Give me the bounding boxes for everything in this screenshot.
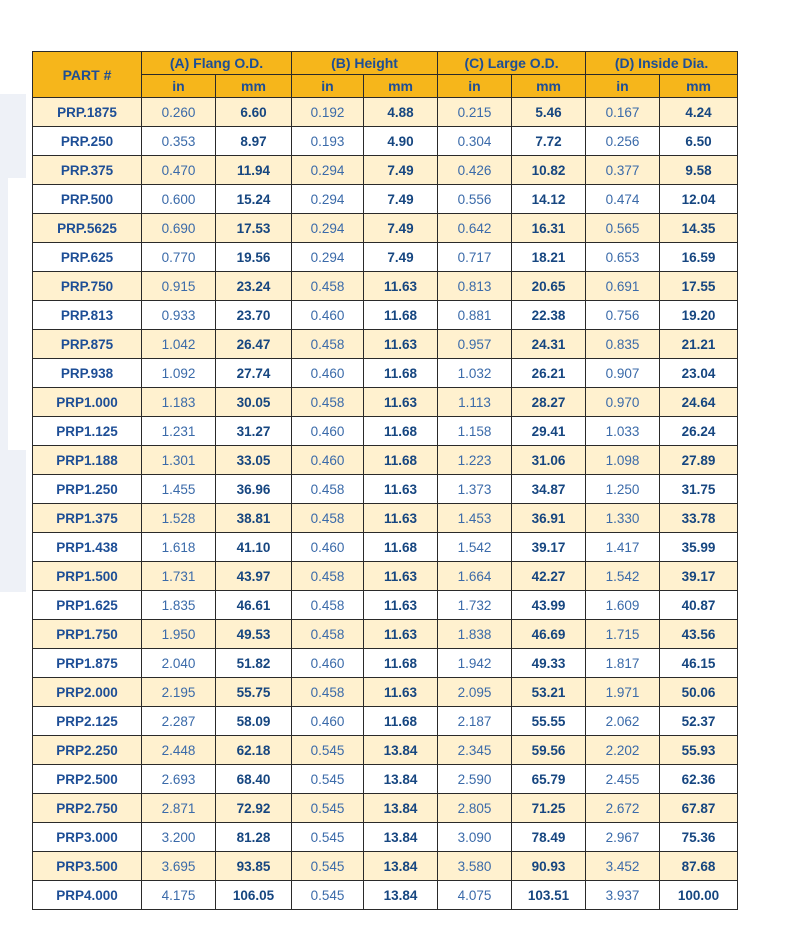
flange-od-in-cell: 4.175 (142, 881, 216, 910)
height-mm-cell: 11.68 (364, 359, 438, 388)
height-mm-cell: 11.63 (364, 620, 438, 649)
flange-od-in-cell: 0.260 (142, 98, 216, 127)
inside-dia-in-cell: 1.033 (586, 417, 660, 446)
large-od-mm-cell: 103.51 (512, 881, 586, 910)
inside-dia-mm-cell: 39.17 (660, 562, 738, 591)
inside-dia-mm-cell: 24.64 (660, 388, 738, 417)
flange-od-mm-cell: 23.24 (216, 272, 292, 301)
inside-dia-mm-cell: 21.21 (660, 330, 738, 359)
large-od-in-cell: 0.426 (438, 156, 512, 185)
flange-od-in-cell: 0.915 (142, 272, 216, 301)
inside-dia-in-cell: 0.565 (586, 214, 660, 243)
flange-od-in-cell: 2.871 (142, 794, 216, 823)
large-od-mm-cell: 90.93 (512, 852, 586, 881)
large-od-mm-cell: 49.33 (512, 649, 586, 678)
large-od-in-cell: 0.813 (438, 272, 512, 301)
large-od-in-cell: 4.075 (438, 881, 512, 910)
inside-dia-in-cell: 0.691 (586, 272, 660, 301)
table-row (33, 794, 738, 823)
inside-dia-in-cell: 0.653 (586, 243, 660, 272)
large-od-mm-cell: 5.46 (512, 98, 586, 127)
height-mm-cell: 7.49 (364, 214, 438, 243)
table-row (33, 417, 738, 446)
inside-dia-in-cell: 0.835 (586, 330, 660, 359)
inside-dia-in-cell: 1.715 (586, 620, 660, 649)
height-mm-cell: 4.90 (364, 127, 438, 156)
part-number-cell: PRP1.250 (33, 475, 142, 504)
height-mm-cell: 7.49 (364, 156, 438, 185)
height-mm-cell: 13.84 (364, 881, 438, 910)
table-row (33, 823, 738, 852)
flange-od-in-cell: 1.183 (142, 388, 216, 417)
large-od-mm-cell: 46.69 (512, 620, 586, 649)
flange-od-in-cell: 2.287 (142, 707, 216, 736)
large-od-in-cell: 1.223 (438, 446, 512, 475)
inside-dia-mm-cell: 50.06 (660, 678, 738, 707)
part-number-cell: PRP1.438 (33, 533, 142, 562)
part-number-cell: PRP2.250 (33, 736, 142, 765)
height-in-cell: 0.294 (292, 243, 364, 272)
table-row (33, 359, 738, 388)
unit-mm-header: mm (512, 75, 586, 98)
flange-od-in-cell: 1.231 (142, 417, 216, 446)
part-number-cell: PRP1.375 (33, 504, 142, 533)
height-in-cell: 0.460 (292, 707, 364, 736)
flange-od-in-cell: 2.040 (142, 649, 216, 678)
flange-od-in-cell: 2.693 (142, 765, 216, 794)
part-number-cell: PRP1.188 (33, 446, 142, 475)
height-mm-cell: 4.88 (364, 98, 438, 127)
flange-od-mm-cell: 58.09 (216, 707, 292, 736)
part-number-cell: PRP3.500 (33, 852, 142, 881)
inside-dia-header: (D) Inside Dia. (586, 52, 738, 75)
large-od-in-cell: 1.732 (438, 591, 512, 620)
flange-od-mm-cell: 55.75 (216, 678, 292, 707)
part-number-cell: PRP.5625 (33, 214, 142, 243)
height-mm-cell: 7.49 (364, 243, 438, 272)
inside-dia-in-cell: 0.970 (586, 388, 660, 417)
part-number-cell: PRP2.750 (33, 794, 142, 823)
inside-dia-in-cell: 1.542 (586, 562, 660, 591)
table-row (33, 533, 738, 562)
inside-dia-mm-cell: 87.68 (660, 852, 738, 881)
height-in-cell: 0.193 (292, 127, 364, 156)
table-row (33, 330, 738, 359)
part-number-cell: PRP2.125 (33, 707, 142, 736)
flange-od-in-cell: 1.835 (142, 591, 216, 620)
inside-dia-in-cell: 1.609 (586, 591, 660, 620)
large-od-mm-cell: 14.12 (512, 185, 586, 214)
inside-dia-mm-cell: 27.89 (660, 446, 738, 475)
table-row (33, 852, 738, 881)
flange-od-mm-cell: 68.40 (216, 765, 292, 794)
height-in-cell: 0.460 (292, 359, 364, 388)
table-row (33, 272, 738, 301)
large-od-mm-cell: 59.56 (512, 736, 586, 765)
inside-dia-mm-cell: 9.58 (660, 156, 738, 185)
height-in-cell: 0.545 (292, 794, 364, 823)
part-number-cell: PRP.813 (33, 301, 142, 330)
inside-dia-in-cell: 1.098 (586, 446, 660, 475)
height-in-cell: 0.460 (292, 649, 364, 678)
header-group-row (33, 52, 738, 75)
inside-dia-mm-cell: 26.24 (660, 417, 738, 446)
large-od-mm-cell: 65.79 (512, 765, 586, 794)
table-row (33, 127, 738, 156)
height-mm-cell: 11.68 (364, 446, 438, 475)
inside-dia-mm-cell: 100.00 (660, 881, 738, 910)
unit-mm-header: mm (364, 75, 438, 98)
inside-dia-mm-cell: 46.15 (660, 649, 738, 678)
dimensions-table (32, 51, 738, 910)
height-in-cell: 0.458 (292, 678, 364, 707)
height-header: (B) Height (292, 52, 438, 75)
flange-od-in-cell: 0.770 (142, 243, 216, 272)
height-in-cell: 0.545 (292, 765, 364, 794)
unit-in-header: in (142, 75, 216, 98)
flange-od-mm-cell: 62.18 (216, 736, 292, 765)
inside-dia-in-cell: 0.256 (586, 127, 660, 156)
flange-od-in-cell: 3.695 (142, 852, 216, 881)
table-row (33, 881, 738, 910)
height-in-cell: 0.460 (292, 301, 364, 330)
table-row (33, 504, 738, 533)
unit-in-header: in (438, 75, 512, 98)
part-number-cell: PRP1.125 (33, 417, 142, 446)
height-mm-cell: 11.68 (364, 649, 438, 678)
height-in-cell: 0.458 (292, 272, 364, 301)
large-od-in-cell: 2.590 (438, 765, 512, 794)
height-in-cell: 0.192 (292, 98, 364, 127)
table-row (33, 649, 738, 678)
table-row (33, 214, 738, 243)
flange-od-in-cell: 2.195 (142, 678, 216, 707)
large-od-mm-cell: 16.31 (512, 214, 586, 243)
part-number-cell: PRP1.000 (33, 388, 142, 417)
flange-od-mm-cell: 23.70 (216, 301, 292, 330)
large-od-in-cell: 1.113 (438, 388, 512, 417)
inside-dia-mm-cell: 35.99 (660, 533, 738, 562)
large-od-mm-cell: 18.21 (512, 243, 586, 272)
flange-od-mm-cell: 31.27 (216, 417, 292, 446)
inside-dia-mm-cell: 43.56 (660, 620, 738, 649)
part-number-cell: PRP1.875 (33, 649, 142, 678)
height-in-cell: 0.545 (292, 736, 364, 765)
flange-od-header: (A) Flang O.D. (142, 52, 292, 75)
flange-od-in-cell: 0.690 (142, 214, 216, 243)
flange-od-mm-cell: 30.05 (216, 388, 292, 417)
large-od-mm-cell: 31.06 (512, 446, 586, 475)
large-od-mm-cell: 71.25 (512, 794, 586, 823)
flange-od-in-cell: 1.301 (142, 446, 216, 475)
height-mm-cell: 13.84 (364, 765, 438, 794)
height-mm-cell: 11.63 (364, 591, 438, 620)
flange-od-in-cell: 3.200 (142, 823, 216, 852)
large-od-in-cell: 2.095 (438, 678, 512, 707)
inside-dia-in-cell: 0.907 (586, 359, 660, 388)
inside-dia-in-cell: 0.756 (586, 301, 660, 330)
table-body (33, 98, 738, 910)
part-number-cell: PRP3.000 (33, 823, 142, 852)
height-mm-cell: 11.68 (364, 301, 438, 330)
large-od-in-cell: 0.881 (438, 301, 512, 330)
inside-dia-mm-cell: 67.87 (660, 794, 738, 823)
height-in-cell: 0.460 (292, 446, 364, 475)
large-od-mm-cell: 24.31 (512, 330, 586, 359)
table-row (33, 98, 738, 127)
height-in-cell: 0.458 (292, 620, 364, 649)
inside-dia-mm-cell: 40.87 (660, 591, 738, 620)
large-od-mm-cell: 26.21 (512, 359, 586, 388)
large-od-in-cell: 3.090 (438, 823, 512, 852)
flange-od-mm-cell: 41.10 (216, 533, 292, 562)
table-row (33, 620, 738, 649)
large-od-mm-cell: 55.55 (512, 707, 586, 736)
large-od-in-cell: 1.373 (438, 475, 512, 504)
large-od-in-cell: 1.942 (438, 649, 512, 678)
table-row (33, 388, 738, 417)
inside-dia-in-cell: 0.377 (586, 156, 660, 185)
flange-od-mm-cell: 36.96 (216, 475, 292, 504)
flange-od-in-cell: 1.731 (142, 562, 216, 591)
flange-od-mm-cell: 8.97 (216, 127, 292, 156)
table-row (33, 678, 738, 707)
part-number-cell: PRP1.750 (33, 620, 142, 649)
large-od-in-cell: 0.215 (438, 98, 512, 127)
inside-dia-mm-cell: 14.35 (660, 214, 738, 243)
side-panel-background (0, 94, 26, 592)
height-in-cell: 0.294 (292, 214, 364, 243)
flange-od-in-cell: 0.353 (142, 127, 216, 156)
inside-dia-in-cell: 0.474 (586, 185, 660, 214)
part-number-cell: PRP.500 (33, 185, 142, 214)
flange-od-mm-cell: 43.97 (216, 562, 292, 591)
flange-od-in-cell: 1.618 (142, 533, 216, 562)
height-in-cell: 0.294 (292, 156, 364, 185)
flange-od-mm-cell: 93.85 (216, 852, 292, 881)
flange-od-mm-cell: 6.60 (216, 98, 292, 127)
flange-od-in-cell: 0.600 (142, 185, 216, 214)
part-number-cell: PRP1.500 (33, 562, 142, 591)
flange-od-mm-cell: 72.92 (216, 794, 292, 823)
table-row (33, 156, 738, 185)
large-od-in-cell: 1.838 (438, 620, 512, 649)
flange-od-in-cell: 1.042 (142, 330, 216, 359)
large-od-mm-cell: 28.27 (512, 388, 586, 417)
height-in-cell: 0.458 (292, 330, 364, 359)
flange-od-mm-cell: 11.94 (216, 156, 292, 185)
flange-od-in-cell: 2.448 (142, 736, 216, 765)
large-od-in-cell: 2.187 (438, 707, 512, 736)
flange-od-in-cell: 1.528 (142, 504, 216, 533)
inside-dia-mm-cell: 19.20 (660, 301, 738, 330)
height-in-cell: 0.458 (292, 504, 364, 533)
height-in-cell: 0.460 (292, 417, 364, 446)
height-in-cell: 0.460 (292, 533, 364, 562)
table-header (33, 52, 738, 98)
flange-od-in-cell: 0.933 (142, 301, 216, 330)
table-row (33, 446, 738, 475)
height-mm-cell: 11.68 (364, 417, 438, 446)
large-od-in-cell: 0.304 (438, 127, 512, 156)
large-od-in-cell: 2.805 (438, 794, 512, 823)
height-mm-cell: 11.68 (364, 707, 438, 736)
large-od-mm-cell: 34.87 (512, 475, 586, 504)
flange-od-mm-cell: 33.05 (216, 446, 292, 475)
part-number-cell: PRP.625 (33, 243, 142, 272)
large-od-in-cell: 1.542 (438, 533, 512, 562)
height-in-cell: 0.294 (292, 185, 364, 214)
height-mm-cell: 11.63 (364, 504, 438, 533)
flange-od-mm-cell: 27.74 (216, 359, 292, 388)
height-in-cell: 0.458 (292, 562, 364, 591)
table-row (33, 475, 738, 504)
large-od-mm-cell: 53.21 (512, 678, 586, 707)
large-od-mm-cell: 39.17 (512, 533, 586, 562)
part-number-cell: PRP.250 (33, 127, 142, 156)
flange-od-mm-cell: 81.28 (216, 823, 292, 852)
inside-dia-mm-cell: 52.37 (660, 707, 738, 736)
table-row (33, 185, 738, 214)
large-od-in-cell: 1.158 (438, 417, 512, 446)
part-number-cell: PRP2.500 (33, 765, 142, 794)
height-mm-cell: 13.84 (364, 852, 438, 881)
inside-dia-in-cell: 2.202 (586, 736, 660, 765)
large-od-in-cell: 2.345 (438, 736, 512, 765)
part-number-cell: PRP.1875 (33, 98, 142, 127)
large-od-in-cell: 1.664 (438, 562, 512, 591)
inside-dia-in-cell: 2.672 (586, 794, 660, 823)
large-od-mm-cell: 10.82 (512, 156, 586, 185)
height-mm-cell: 11.63 (364, 562, 438, 591)
side-panel-inset (8, 178, 26, 450)
large-od-mm-cell: 20.65 (512, 272, 586, 301)
inside-dia-in-cell: 1.417 (586, 533, 660, 562)
flange-od-mm-cell: 106.05 (216, 881, 292, 910)
unit-mm-header: mm (660, 75, 738, 98)
flange-od-mm-cell: 17.53 (216, 214, 292, 243)
inside-dia-mm-cell: 4.24 (660, 98, 738, 127)
inside-dia-mm-cell: 62.36 (660, 765, 738, 794)
part-number-cell: PRP.938 (33, 359, 142, 388)
large-od-mm-cell: 36.91 (512, 504, 586, 533)
height-in-cell: 0.545 (292, 852, 364, 881)
table-row (33, 301, 738, 330)
table-row (33, 707, 738, 736)
inside-dia-in-cell: 2.967 (586, 823, 660, 852)
table-row (33, 765, 738, 794)
table-row (33, 591, 738, 620)
inside-dia-mm-cell: 31.75 (660, 475, 738, 504)
height-mm-cell: 11.63 (364, 330, 438, 359)
inside-dia-in-cell: 3.937 (586, 881, 660, 910)
inside-dia-in-cell: 1.817 (586, 649, 660, 678)
height-mm-cell: 11.68 (364, 533, 438, 562)
part-number-cell: PRP.750 (33, 272, 142, 301)
flange-od-mm-cell: 51.82 (216, 649, 292, 678)
large-od-mm-cell: 42.27 (512, 562, 586, 591)
flange-od-mm-cell: 49.53 (216, 620, 292, 649)
large-od-mm-cell: 29.41 (512, 417, 586, 446)
large-od-in-cell: 1.453 (438, 504, 512, 533)
flange-od-in-cell: 0.470 (142, 156, 216, 185)
inside-dia-mm-cell: 6.50 (660, 127, 738, 156)
large-od-in-cell: 0.642 (438, 214, 512, 243)
height-mm-cell: 11.63 (364, 678, 438, 707)
inside-dia-in-cell: 1.250 (586, 475, 660, 504)
inside-dia-in-cell: 3.452 (586, 852, 660, 881)
height-mm-cell: 11.63 (364, 272, 438, 301)
part-number-cell: PRP.875 (33, 330, 142, 359)
flange-od-in-cell: 1.950 (142, 620, 216, 649)
height-mm-cell: 11.63 (364, 475, 438, 504)
inside-dia-in-cell: 0.167 (586, 98, 660, 127)
part-number-cell: PRP2.000 (33, 678, 142, 707)
large-od-mm-cell: 43.99 (512, 591, 586, 620)
inside-dia-mm-cell: 33.78 (660, 504, 738, 533)
inside-dia-in-cell: 1.330 (586, 504, 660, 533)
inside-dia-mm-cell: 23.04 (660, 359, 738, 388)
flange-od-mm-cell: 46.61 (216, 591, 292, 620)
height-in-cell: 0.545 (292, 881, 364, 910)
part-number-cell: PRP4.000 (33, 881, 142, 910)
inside-dia-mm-cell: 17.55 (660, 272, 738, 301)
table-row (33, 736, 738, 765)
inside-dia-mm-cell: 55.93 (660, 736, 738, 765)
height-mm-cell: 13.84 (364, 736, 438, 765)
large-od-in-cell: 0.717 (438, 243, 512, 272)
large-od-mm-cell: 78.49 (512, 823, 586, 852)
inside-dia-mm-cell: 75.36 (660, 823, 738, 852)
height-in-cell: 0.458 (292, 475, 364, 504)
large-od-in-cell: 3.580 (438, 852, 512, 881)
inside-dia-mm-cell: 12.04 (660, 185, 738, 214)
flange-od-mm-cell: 38.81 (216, 504, 292, 533)
large-od-in-cell: 0.957 (438, 330, 512, 359)
inside-dia-mm-cell: 16.59 (660, 243, 738, 272)
flange-od-mm-cell: 15.24 (216, 185, 292, 214)
large-od-in-cell: 1.032 (438, 359, 512, 388)
flange-od-in-cell: 1.455 (142, 475, 216, 504)
inside-dia-in-cell: 2.062 (586, 707, 660, 736)
height-mm-cell: 13.84 (364, 794, 438, 823)
large-od-header: (C) Large O.D. (438, 52, 586, 75)
height-in-cell: 0.545 (292, 823, 364, 852)
part-number-cell: PRP1.625 (33, 591, 142, 620)
height-in-cell: 0.458 (292, 591, 364, 620)
unit-in-header: in (292, 75, 364, 98)
part-number-header: PART # (33, 52, 142, 98)
height-mm-cell: 11.63 (364, 388, 438, 417)
unit-in-header: in (586, 75, 660, 98)
flange-od-mm-cell: 19.56 (216, 243, 292, 272)
table-row (33, 243, 738, 272)
table-row (33, 562, 738, 591)
part-number-cell: PRP.375 (33, 156, 142, 185)
large-od-mm-cell: 7.72 (512, 127, 586, 156)
large-od-mm-cell: 22.38 (512, 301, 586, 330)
inside-dia-in-cell: 2.455 (586, 765, 660, 794)
height-mm-cell: 7.49 (364, 185, 438, 214)
unit-mm-header: mm (216, 75, 292, 98)
flange-od-mm-cell: 26.47 (216, 330, 292, 359)
flange-od-in-cell: 1.092 (142, 359, 216, 388)
height-in-cell: 0.458 (292, 388, 364, 417)
height-mm-cell: 13.84 (364, 823, 438, 852)
inside-dia-in-cell: 1.971 (586, 678, 660, 707)
large-od-in-cell: 0.556 (438, 185, 512, 214)
